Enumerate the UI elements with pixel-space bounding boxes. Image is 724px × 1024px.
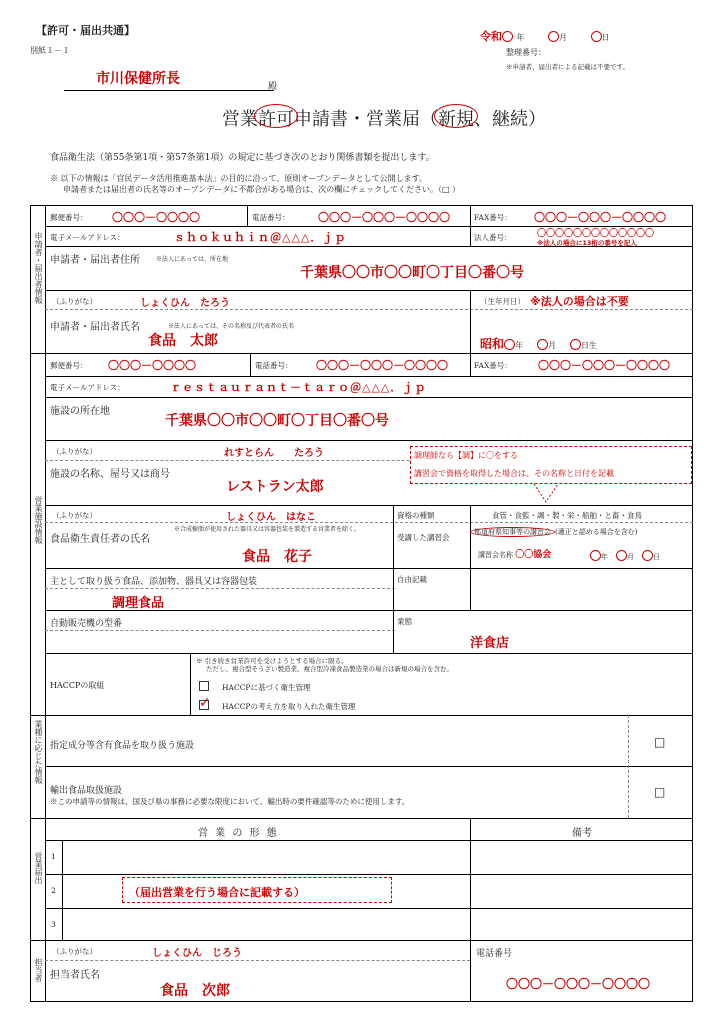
- check-icon: ✓: [199, 695, 211, 711]
- postal-label: 郵便番号：: [50, 213, 88, 222]
- free-entry-label: 自由記載: [397, 575, 427, 584]
- opendata-optout[interactable]: 申請者または届出者の氏名等のオープンデータに不都合がある場合は、次の欄にチェックしてください。（□ ）: [63, 185, 461, 194]
- manager-furigana[interactable]: しょくひん はなこ: [226, 512, 316, 523]
- birth-date[interactable]: 昭和 年 月 日生: [480, 337, 598, 351]
- course-name[interactable]: 講習会名称 〇〇協会: [478, 550, 552, 560]
- food-type[interactable]: 調理食品: [112, 596, 165, 611]
- address-label: 申請者・届出者住所: [50, 255, 140, 266]
- seiri-note: ※申請者、届出者による記載は不要です。: [506, 63, 629, 71]
- facility-email[interactable]: ｒｅｓｔａｕｒａｎｔ－ｔａｒｏ＠△△△．ｊｐ: [170, 381, 427, 394]
- circle-mark: [570, 339, 581, 350]
- fax-label: FAX番号：: [474, 213, 512, 222]
- row-number: 1: [51, 852, 56, 861]
- name-note: ※法人にあっては、その名称及び代表者の氏名: [168, 323, 294, 330]
- industry-row-1: 指定成分等含有食品を取り扱う施設: [50, 741, 195, 751]
- haccp-option-1-checkbox[interactable]: [199, 681, 209, 691]
- kyoka-option: 許可: [258, 105, 294, 131]
- furigana-label: （ふりがな）: [52, 297, 97, 306]
- annex-label: 別紙１－１: [30, 46, 70, 55]
- shinki-option: 新規: [438, 105, 474, 131]
- form-title: 営業許可 申請書・営業届（新規 、継続）: [222, 105, 546, 131]
- haccp-option-1: HACCPに基づく衛生管理: [222, 683, 311, 692]
- circle-mark: [254, 104, 298, 128]
- phone-label: 電話番号：: [255, 361, 293, 370]
- contact-name[interactable]: 食品 次郎: [160, 983, 230, 999]
- applicant-address[interactable]: 千葉県〇〇市〇〇町〇丁目〇番〇号: [300, 265, 524, 281]
- circle-mark: [642, 550, 653, 561]
- furigana-label: （ふりがな）: [52, 947, 97, 956]
- side-label-applicant: 申請者・届出者情報: [34, 232, 43, 304]
- side-label-contact: 担当者: [34, 958, 43, 982]
- applicant-email[interactable]: ｓｈｏｋｕｈｉｎ＠△△△．ｊｐ: [174, 231, 347, 244]
- applicant-postal[interactable]: 〇〇〇－〇〇〇〇: [112, 211, 200, 224]
- applicant-phone[interactable]: 〇〇〇－〇〇〇－〇〇〇〇: [318, 211, 450, 224]
- shop-name[interactable]: レストラン太郎: [226, 479, 324, 495]
- course-option[interactable]: 都道府県知事等の講習会 (適正と認める場合を含む): [470, 527, 637, 537]
- intro-line-1: 食品衛生法（第55条第1項・第57条第1項）の規定に基づき次のとおり関係書類を提出します。: [50, 153, 435, 163]
- email-label: 電子メールアドレス：: [50, 233, 125, 242]
- haccp-note-1: ※ 引き続き営業許可を受けようとする場合に限る。: [196, 657, 348, 665]
- business-note-box: [122, 877, 392, 903]
- side-label-business: 営業届出: [34, 852, 43, 884]
- circle-mark: [504, 339, 515, 350]
- corp-number-note: ※法人の場合に13桁の番号を記入: [537, 239, 637, 247]
- business-note: （届出営業を行う場合に記載する）: [129, 886, 305, 899]
- circle-mark: [590, 550, 601, 561]
- contact-furigana[interactable]: しょくひん じろう: [152, 948, 242, 959]
- furigana-label: （ふりがな）: [52, 447, 97, 456]
- postal-label: 郵便番号：: [50, 361, 88, 370]
- manager-note: ※合成樹脂が使用された器具又は容器包装を製造する営業者を除く。: [174, 526, 360, 533]
- address-note: ※法人にあっては、所在地: [156, 256, 228, 263]
- industry-row-2-checkbox[interactable]: □: [654, 785, 666, 799]
- circle-mark: [537, 339, 548, 350]
- vending-label: 自動販売機の型番: [50, 619, 123, 629]
- manager-name[interactable]: 食品 花子: [242, 549, 312, 565]
- birth-note: ※法人の場合は不要: [530, 295, 629, 308]
- circle-mark: [502, 31, 513, 42]
- circle-mark: [434, 104, 478, 128]
- business-type[interactable]: 洋食店: [470, 636, 510, 651]
- addressee-suffix: 殿: [268, 82, 278, 92]
- instruction-callout: 調理師なら【調】に〇をする 講習会で資格を取得した場合は、その名称と日付を記載: [410, 446, 692, 484]
- email-label: 電子メールアドレス：: [50, 383, 125, 392]
- business-type-label: 業態: [397, 617, 412, 626]
- row-number: 3: [51, 920, 56, 929]
- name-label: 申請者・届出者氏名: [50, 322, 140, 333]
- contact-phone[interactable]: 〇〇〇－〇〇〇－〇〇〇〇: [506, 977, 651, 991]
- shop-name-label: 施設の名称、屋号又は商号: [50, 469, 170, 480]
- row-number: 2: [51, 886, 56, 895]
- manager-label: 食品衛生責任者の氏名: [50, 534, 150, 545]
- contact-phone-label: 電話番号: [476, 949, 513, 959]
- applicant-furigana[interactable]: しょくひん たろう: [140, 298, 230, 309]
- callout-pointer: [532, 484, 560, 504]
- haccp-note-2: ただし、複合型そうざい製造業、複合型冷凍食品製造業の場合は新規の場合を含む。: [206, 665, 453, 673]
- qualification-label: 資格の種類: [397, 511, 435, 520]
- side-label-facility: 営業施設情報: [34, 496, 43, 544]
- era-prefix: 令和: [480, 30, 502, 43]
- circle-mark: [548, 31, 559, 42]
- side-label-industry: 業種に応じた情報: [34, 720, 43, 784]
- facility-phone[interactable]: 〇〇〇－〇〇〇－〇〇〇〇: [316, 359, 448, 372]
- corp-number[interactable]: 〇〇〇〇〇〇〇〇〇〇〇〇〇: [537, 229, 655, 239]
- location-label: 施設の所在地: [50, 406, 110, 417]
- remarks-header: 備考: [572, 828, 592, 839]
- haccp-label: HACCPの取組: [50, 681, 105, 690]
- industry-row-2-note: ※この申請等の情報は、国及び県の事務に必要な限度において、輸出時の要件確認等のために使用します。: [50, 797, 410, 806]
- industry-row-1-checkbox[interactable]: □: [654, 735, 666, 749]
- intro-line-2: ※ 以下の情報は「官民データ活用推進基本法」の目的に沿って、原則オープンデータとして公開します。: [50, 174, 428, 183]
- haccp-option-2: HACCPの考え方を取り入れた衛生管理: [222, 702, 356, 711]
- business-form-header: 営 業 の 形 態: [198, 828, 279, 839]
- date-line: 令和 年 月 日: [480, 30, 610, 43]
- circle-mark: [616, 550, 627, 561]
- course-date[interactable]: 年 月 日: [590, 550, 660, 562]
- facility-furigana[interactable]: れすとらん たろう: [224, 448, 324, 459]
- facility-fax[interactable]: 〇〇〇－〇〇〇－〇〇〇〇: [538, 359, 670, 372]
- industry-row-2: 輸出食品取扱施設: [50, 786, 123, 796]
- course-label: 受講した講習会: [397, 533, 450, 542]
- phone-label: 電話番号：: [252, 213, 290, 222]
- facility-postal[interactable]: 〇〇〇－〇〇〇〇: [108, 359, 196, 372]
- applicant-fax[interactable]: 〇〇〇－〇〇〇－〇〇〇〇: [534, 211, 666, 224]
- seiri-label: 整理番号：: [506, 48, 546, 57]
- corp-number-label: 法人番号：: [474, 233, 512, 242]
- addressee: 市川保健所長: [96, 71, 180, 87]
- birth-label: （生年月日）: [480, 297, 525, 306]
- facility-location[interactable]: 千葉県〇〇市〇〇町〇丁目〇番〇号: [165, 413, 389, 429]
- furigana-label: （ふりがな）: [52, 511, 97, 520]
- circle-mark: [591, 31, 602, 42]
- contact-name-label: 担当者氏名: [50, 970, 100, 981]
- applicant-name[interactable]: 食品 太郎: [148, 333, 218, 349]
- fax-label: FAX番号：: [474, 361, 512, 370]
- qualification-options[interactable]: 食管・食監・調・製・栄・船舶・と畜・食鳥: [492, 511, 642, 520]
- food-label: 主として取り扱う食品、添加物、器具又は容器包装: [50, 577, 258, 587]
- form-tag: 【許可・届出共通】: [36, 24, 135, 37]
